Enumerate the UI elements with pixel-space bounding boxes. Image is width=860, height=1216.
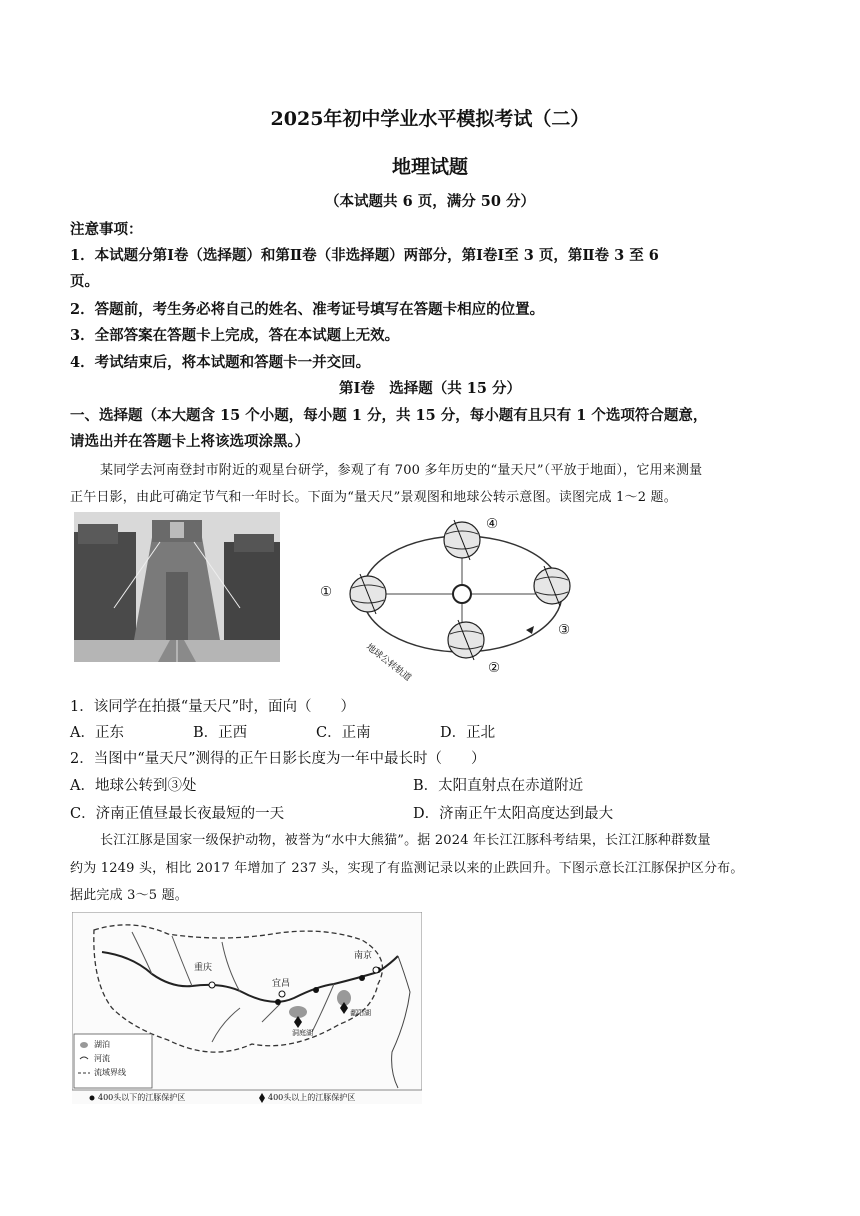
orbit-label-2: ② xyxy=(488,660,501,676)
orbit-label-3: ③ xyxy=(558,622,571,638)
q2-option-b: B．太阳直射点在赤道附近 xyxy=(413,778,584,794)
note-item-2: 2．答题前，考生务必将自己的姓名、准考证号填写在答题卡相应的位置。 xyxy=(70,301,545,318)
orbit-direction-arrow xyxy=(526,626,534,634)
city-marker-chongqing xyxy=(209,982,215,988)
map-city-yichang: 宜昌 xyxy=(272,979,291,989)
exam-info: （本试题共 6 页，满分 50 分） xyxy=(325,193,535,210)
notes-heading: 注意事项： xyxy=(70,221,143,238)
map-city-chongqing: 重庆 xyxy=(194,963,213,973)
subject-title: 地理试题 xyxy=(391,156,468,178)
map-city-nanjing: 南京 xyxy=(354,951,373,961)
q1-option-a: A．正东 xyxy=(70,725,124,741)
reserve-small-dot xyxy=(313,987,319,993)
legend-lake: 湖泊 xyxy=(94,1040,110,1049)
sun-icon xyxy=(453,585,471,603)
note-item-1: 1．本试题分第Ⅰ卷（选择题）和第Ⅱ卷（非选择题）两部分，第Ⅰ卷Ⅰ至 3 页，第Ⅱ卷 3 至 6 xyxy=(70,247,659,264)
reserve-small-dot xyxy=(275,999,281,1005)
earth-orbit-diagram xyxy=(312,512,582,690)
orbit-label-4: ④ xyxy=(486,516,499,532)
earth-globe-4 xyxy=(444,520,480,560)
q1-stem: 1．该同学在拍摄“量天尺”时，面向（ ） xyxy=(70,699,356,715)
q2-stem: 2．当图中“量天尺”测得的正午日影长度为一年中最长时（ ） xyxy=(70,751,486,767)
legend-boundary: 流域界线 xyxy=(94,1068,126,1077)
passage2-line1: 长江江豚是国家一级保护动物，被誉为“水中大熊猫”。据 2024 年长江江豚科考结果，长江江豚种群数量 xyxy=(100,833,711,848)
section-heading: 第Ⅰ卷 选择题（共 15 分） xyxy=(338,380,522,397)
q2-option-d: D．济南正午太阳高度达到最大 xyxy=(413,806,614,822)
footer-legend-small: 400头以下的江豚保护区 xyxy=(98,1093,186,1102)
exam-title: 2025年初中学业水平模拟考试（二） xyxy=(270,108,590,130)
note-item-1-cont: 页。 xyxy=(70,273,99,290)
observatory-photo-image xyxy=(74,512,280,662)
footer-legend-large: 400头以上的江豚保护区 xyxy=(268,1093,356,1102)
earth-globe-2 xyxy=(448,620,484,660)
map-lake-poyang: 鄱阳湖 xyxy=(350,1009,371,1017)
q1-option-d: D．正北 xyxy=(440,725,496,741)
map-lake-dongting: 洞庭湖 xyxy=(292,1029,313,1037)
city-marker-nanjing xyxy=(373,967,379,973)
q2-option-c: C．济南正值昼最长夜最短的一天 xyxy=(70,806,285,822)
passage2-line3: 据此完成 3～5 题。 xyxy=(70,888,189,903)
orbit-label-1: ① xyxy=(320,584,333,600)
earth-globe-3 xyxy=(534,566,570,606)
city-marker-yichang xyxy=(279,991,285,997)
q2-option-a: A．地球公转到③处 xyxy=(70,778,197,794)
section-instruction-line1: 一、选择题（本大题含 15 个小题，每小题 1 分，共 15 分，每小题有且只有 1 个选项符合题意， xyxy=(70,407,708,424)
liangtianchi-photo xyxy=(74,512,280,662)
note-item-4: 4．考试结束后，将本试题和答题卡一并交回。 xyxy=(70,354,371,371)
note-item-3: 3．全部答案在答题卡上完成，答在本试题上无效。 xyxy=(70,327,400,344)
passage2-line2: 约为 1249 头，相比 2017 年增加了 237 头，实现了有监测记录以来的止跌回升。下图示意长江江豚保护区分布。 xyxy=(70,861,744,876)
reserve-small-dot xyxy=(359,975,365,981)
legend-river: 河流 xyxy=(94,1054,110,1063)
legend-box xyxy=(74,1034,152,1088)
section-instruction-line2: 请选出并在答题卡上将该选项涂黑。） xyxy=(70,433,310,450)
yangtze-finless-porpoise-map xyxy=(72,912,422,1104)
orbit-caption: 地球公转轨道 xyxy=(363,642,413,684)
passage1-line1: 某同学去河南登封市附近的观星台研学，参观了有 700 多年历史的“量天尺”（平放于地面），它用来测量 xyxy=(100,463,703,478)
passage1-line2: 正午日影，由此可确定节气和一年时长。下面为“量天尺”景观图和地球公转示意图。读图完成 1～2 题。 xyxy=(70,490,677,505)
earth-globe-1 xyxy=(350,574,386,614)
q1-option-c: C．正南 xyxy=(316,725,371,741)
q1-option-b: B．正西 xyxy=(193,725,248,741)
